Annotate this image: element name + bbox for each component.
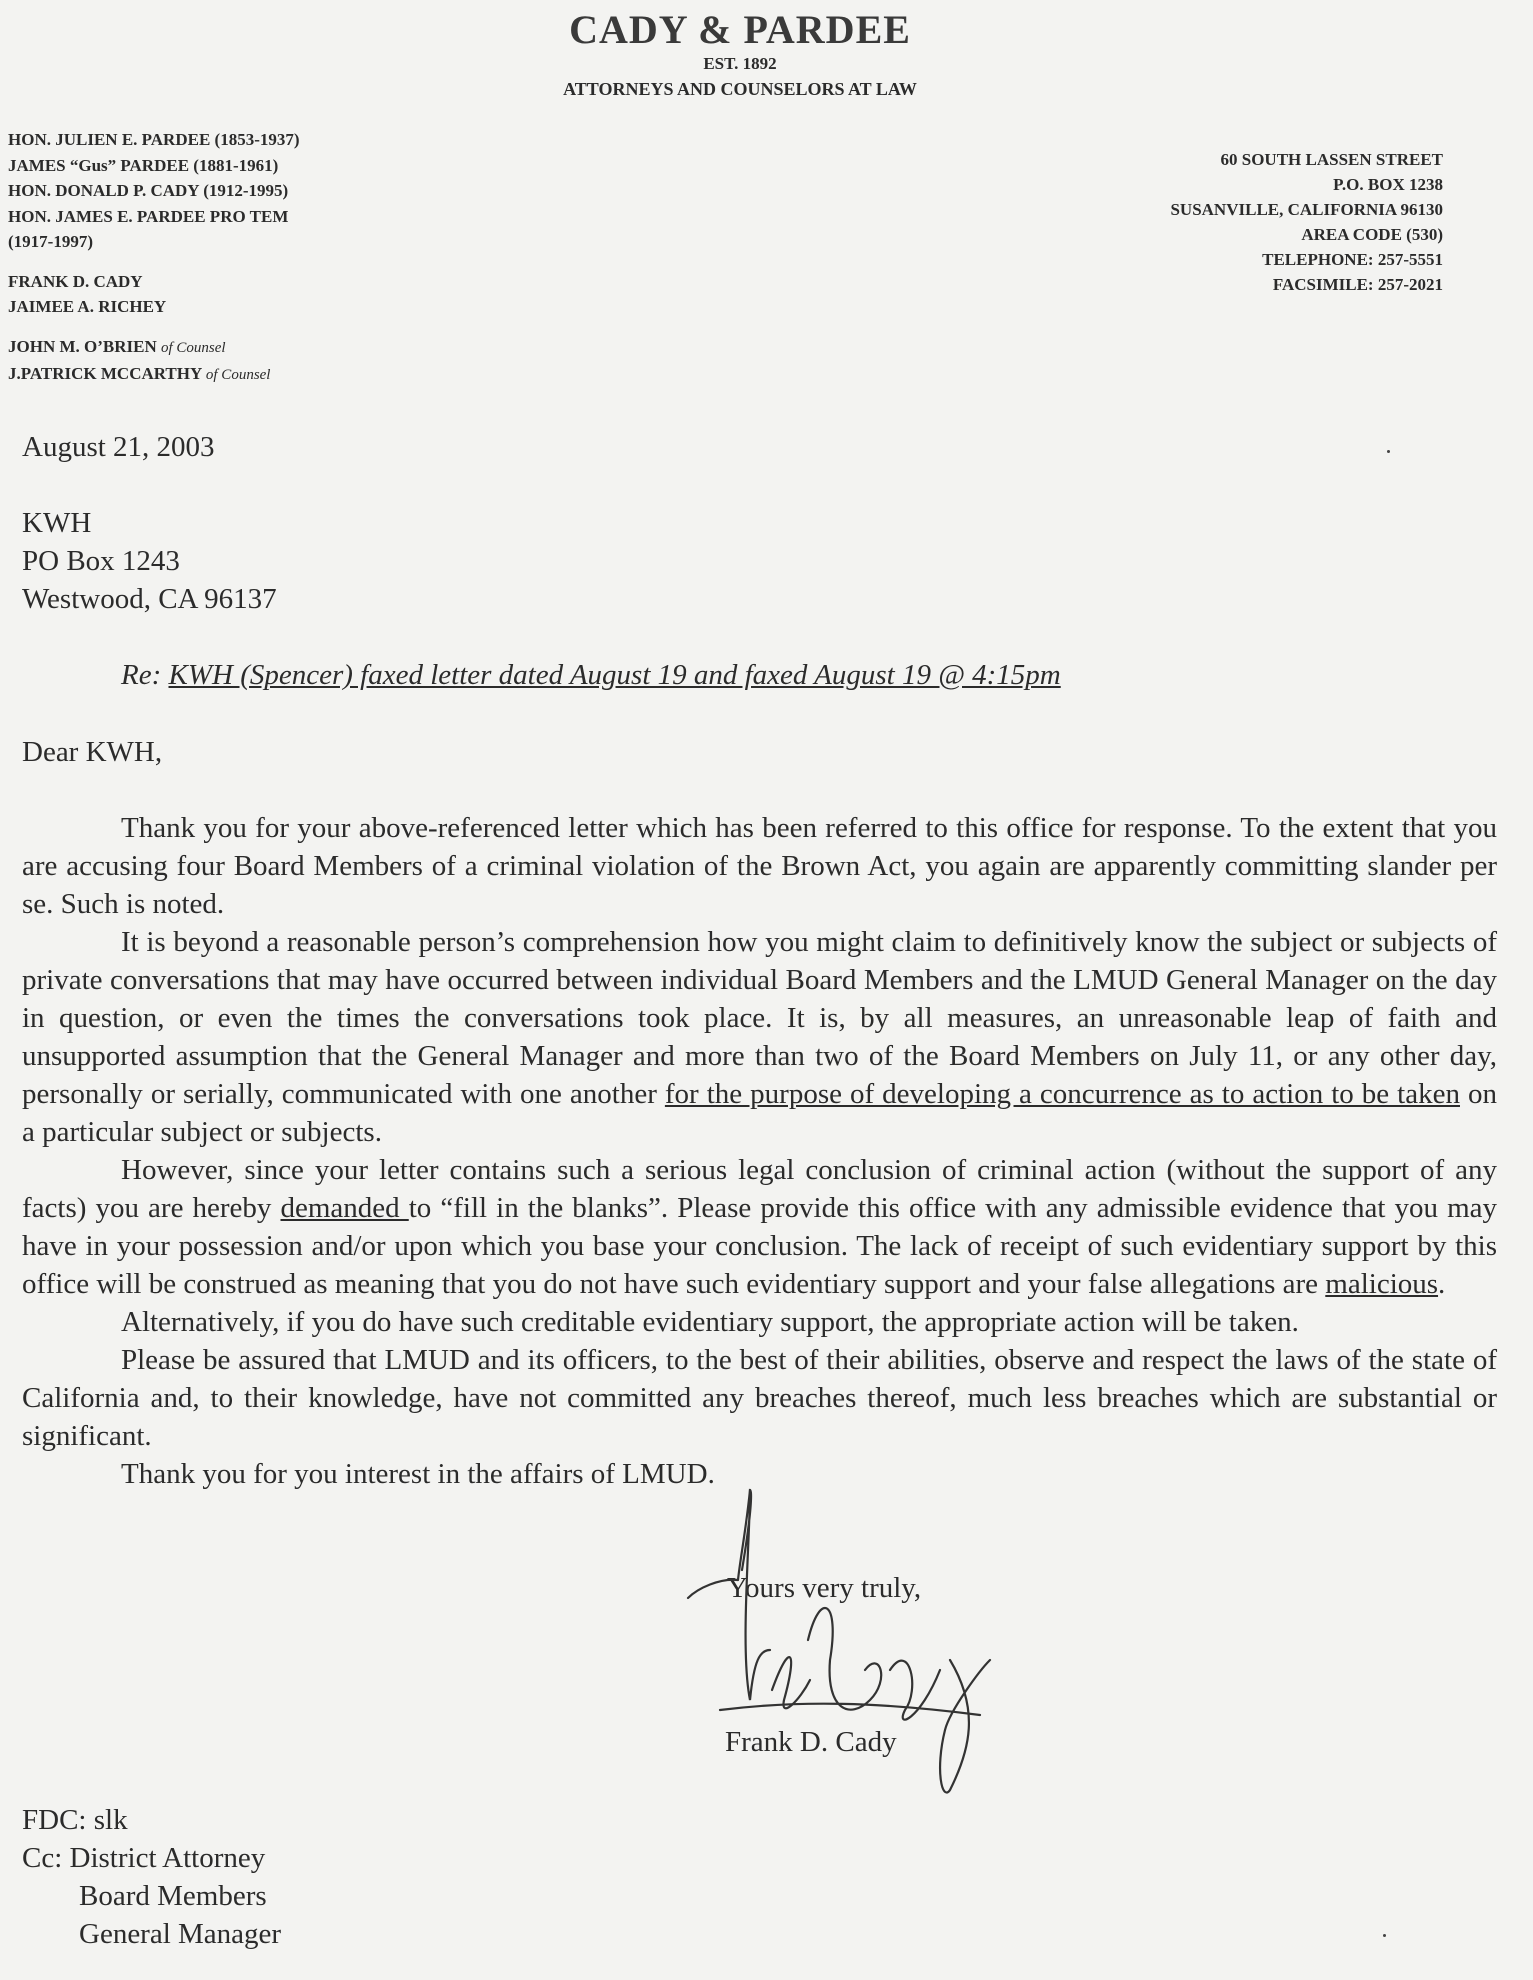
firm-tagline: ATTORNEYS AND COUNSELORS AT LAW — [563, 79, 917, 99]
address-line: FACSIMILE: 257-2021 — [1272, 275, 1443, 294]
typist-initials: FDC: slk — [22, 1804, 128, 1836]
reference-subject: KWH (Spencer) faxed letter dated August 19 and faxed August 19 @ 4:15pm — [168, 659, 1061, 691]
address-line: TELEPHONE: 257-5551 — [1262, 250, 1443, 269]
of-counsel-line — [8, 334, 300, 362]
stray-mark — [1387, 450, 1390, 453]
cc-recipient: Board Members — [79, 1880, 267, 1912]
underlined-phrase: for the purpose of developing a concurrence as to action to be taken — [664, 1078, 1460, 1110]
closing: Yours very truly, — [727, 1572, 922, 1604]
cc-line: Cc: District Attorney — [22, 1842, 266, 1874]
paragraph: Alternatively, if you do have such creditable evidentiary support, the appropriate action will be taken. — [121, 1306, 1299, 1338]
partners-list — [8, 127, 300, 389]
paragraph: It is beyond a reasonable person’s comprehension how you might claim to definitively know the subject or subjects of private conversations that may have occurred between individual Board Members and the LMUD General Manager on the day in question, or even the times the conversations took place. It is, by all measures, an unreasonable leap of faith and unsupported assumption that the General Manager and more than two of the Board Members on July 11, or any other day, personally or serially, communicated with one another for the purpose of developing a concurrence as to action to be taken on a particular subject or subjects. — [22, 926, 1497, 1148]
reference-line — [121, 656, 1061, 694]
of-counsel-line — [8, 361, 300, 389]
attorney-line: JAIMEE A. RICHEY — [8, 297, 167, 316]
reference-initials-cc — [22, 1801, 281, 1953]
stray-mark — [1383, 1934, 1386, 1937]
address-line: P.O. BOX 1238 — [1333, 175, 1443, 194]
recipient-address — [22, 504, 277, 618]
underlined-word: demanded — [280, 1192, 409, 1224]
partner-line: JAMES “Gus” PARDEE (1881-1961) — [8, 155, 279, 175]
firm-established: EST. 1892 — [703, 54, 777, 73]
recipient-line: PO Box 1243 — [22, 545, 180, 577]
paragraph: Please be assured that LMUD and its officers, to the best of their abilities, observe and respect the laws of the state of California and, to their knowledge, have not committed any breaches thereof, much less breaches which are substantial or significant. — [22, 1344, 1497, 1452]
letter-date: August 21, 2003 — [22, 431, 215, 463]
reference-label: Re: — [121, 659, 169, 691]
of-counsel-note: of Counsel — [161, 339, 226, 356]
underlined-word: malicious — [1325, 1268, 1439, 1300]
of-counsel-name: J.PATRICK MCCARTHY — [8, 364, 202, 383]
address-line: AREA CODE (530) — [1301, 225, 1443, 244]
paragraph: Thank you for your above-referenced letter which has been referred to this office for response. To the extent that you are accusing four Board Members of a criminal violation of the Brown Act, you again are apparently committing slander per se. Such is noted. — [22, 812, 1497, 920]
firm-address — [1170, 147, 1443, 297]
paragraph: However, since your letter contains such a serious legal conclusion of criminal action (without the support of any facts) you are hereby demanded to “fill in the blanks”. Please provide this office with any admissible evidence that you may have in your possession and/or upon which you base your conclusion. The lack of receipt of such evidentiary support by this office will be construed as meaning that you do not have such evidentiary support and your false allegations are malicious. — [22, 1154, 1498, 1300]
signer-name: Frank D. Cady — [725, 1726, 897, 1758]
partner-line: HON. JAMES E. PARDEE PRO TEM — [8, 206, 289, 226]
of-counsel-note: of Counsel — [205, 367, 271, 383]
address-line: 60 SOUTH LASSEN STREET — [1220, 150, 1443, 169]
of-counsel-name: JOHN M. O’BRIEN — [8, 336, 157, 356]
partner-line: (1917-1997) — [8, 232, 93, 251]
firm-name: CADY & PARDEE — [569, 7, 911, 52]
recipient-line: KWH — [22, 507, 92, 539]
address-line: SUSANVILLE, CALIFORNIA 96130 — [1170, 200, 1443, 219]
salutation: Dear KWH, — [22, 736, 163, 768]
recipient-line: Westwood, CA 96137 — [22, 583, 277, 615]
letter-body — [22, 809, 1497, 1493]
partner-line: HON. DONALD P. CADY (1912-1995) — [8, 181, 289, 200]
partner-line: HON. JULIEN E. PARDEE (1853-1937) — [8, 130, 300, 149]
attorney-line: FRANK D. CADY — [8, 271, 143, 291]
paragraph: Thank you for you interest in the affairs of LMUD. — [121, 1458, 715, 1490]
cc-recipient: General Manager — [79, 1918, 282, 1950]
